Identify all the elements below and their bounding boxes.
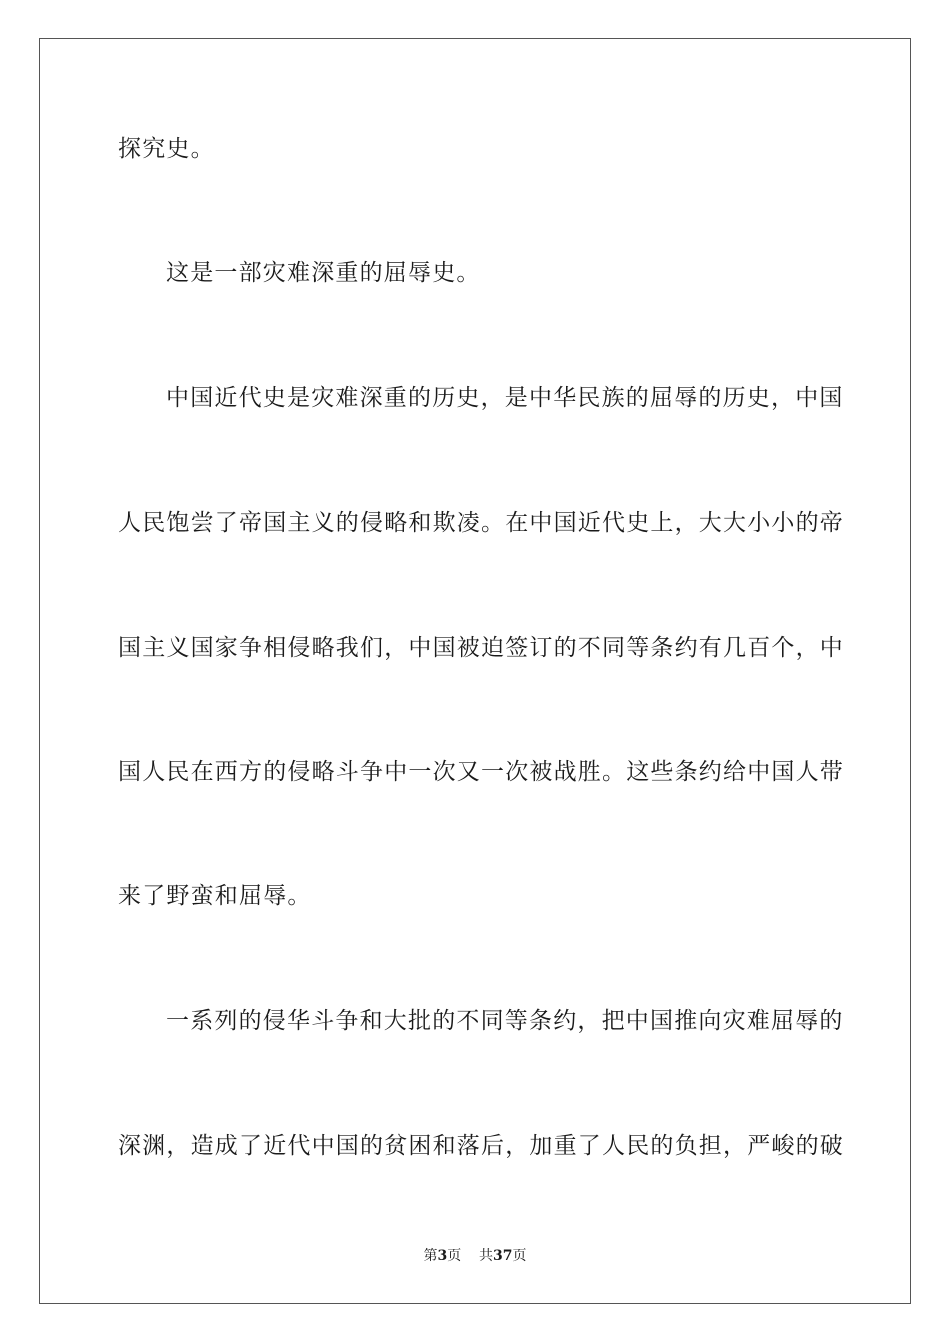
page-number: 3 xyxy=(437,1248,448,1264)
text-line-5: 国主义国家争相侵略我们，中国被迫签订的不同等条约有几百个，中 xyxy=(118,635,844,661)
text-line-7: 来了野蛮和屈辱。 xyxy=(118,883,312,909)
text-line-9: 深渊，造成了近代中国的贫困和落后，加重了人民的负担，严峻的破 xyxy=(118,1133,844,1159)
page-footer xyxy=(0,1246,950,1266)
total-pages: 37 xyxy=(493,1248,513,1264)
page-border xyxy=(39,38,911,1304)
page-prefix: 第 xyxy=(423,1248,438,1264)
text-line-8: 一系列的侵华斗争和大批的不同等条约，把中国推向灾难屈辱的 xyxy=(166,1008,844,1034)
text-line-2: 这是一部灾难深重的屈辱史。 xyxy=(166,260,481,286)
page-suffix: 页 xyxy=(447,1248,462,1264)
total-suffix: 页 xyxy=(512,1248,527,1264)
text-line-4: 人民饱尝了帝国主义的侵略和欺凌。在中国近代史上，大大小小的帝 xyxy=(118,510,844,536)
total-prefix: 共 xyxy=(479,1248,494,1264)
text-line-1: 探究史。 xyxy=(118,136,215,162)
text-line-3: 中国近代史是灾难深重的历史，是中华民族的屈辱的历史，中国 xyxy=(166,385,844,411)
text-line-6: 国人民在西方的侵略斗争中一次又一次被战胜。这些条约给中国人带 xyxy=(118,759,844,785)
